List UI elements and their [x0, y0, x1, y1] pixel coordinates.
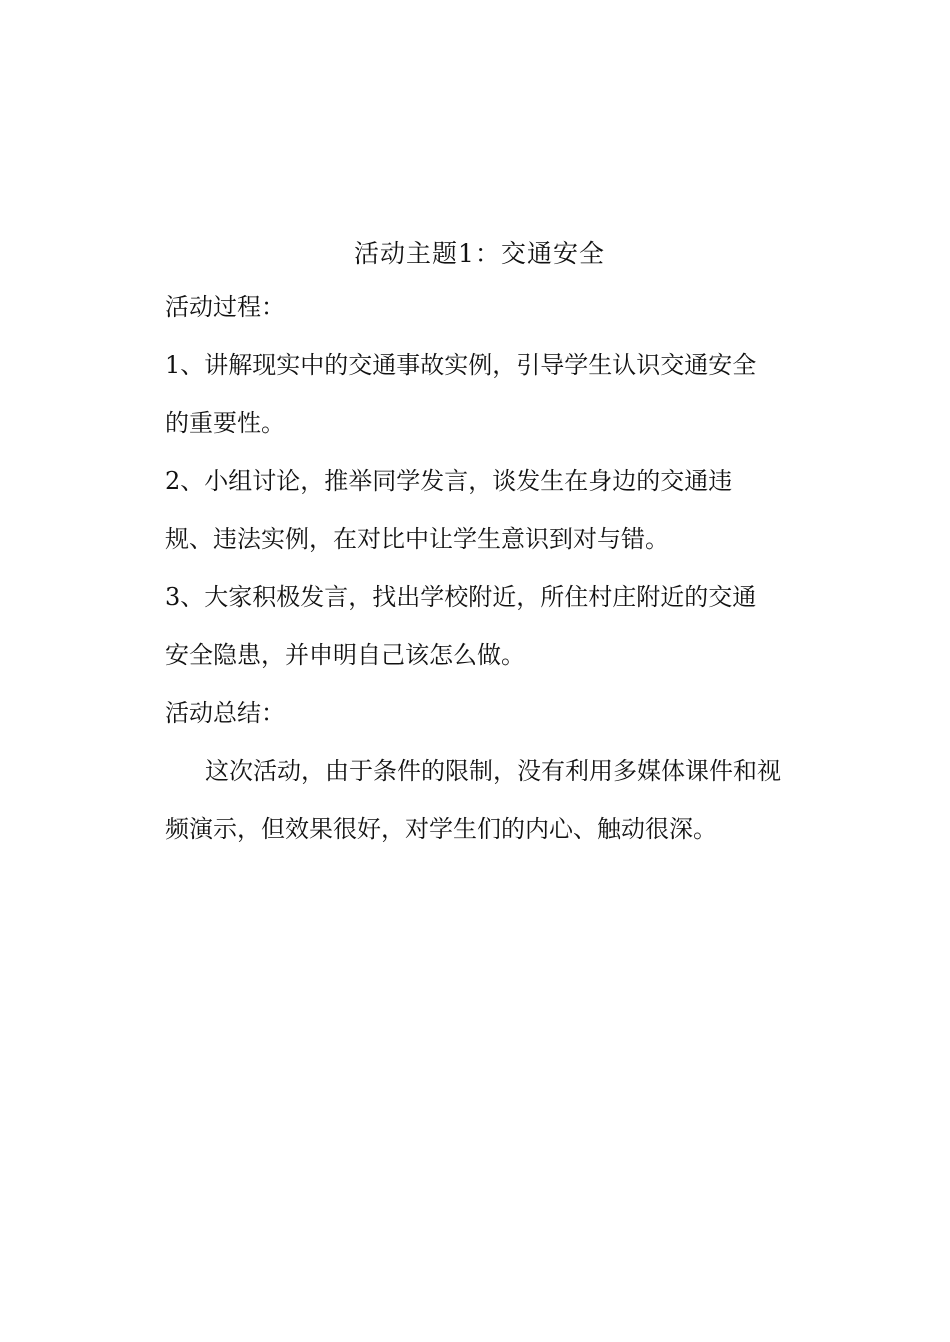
process-step-2: 2、小组讨论，推举同学发言，谈发生在身边的交通违规、违法实例，在对比中让学生意识到对与错。 [165, 467, 733, 553]
document-body [165, 232, 790, 858]
process-step-3: 3、大家积极发言，找出学校附近，所住村庄附近的交通安全隐患，并申明自己该怎么做。 [165, 583, 757, 669]
summary-paragraph: 这次活动，由于条件的限制，没有利用多媒体课件和视频演示，但效果很好，对学生们的内心、触动很深。 [165, 757, 781, 843]
process-heading: 活动过程： [165, 293, 285, 321]
process-step-1: 1、讲解现实中的交通事故实例，引导学生认识交通安全的重要性。 [165, 351, 757, 437]
summary-heading: 活动总结： [165, 699, 285, 727]
document-title: 活动主题1：交通安全 [354, 239, 605, 268]
